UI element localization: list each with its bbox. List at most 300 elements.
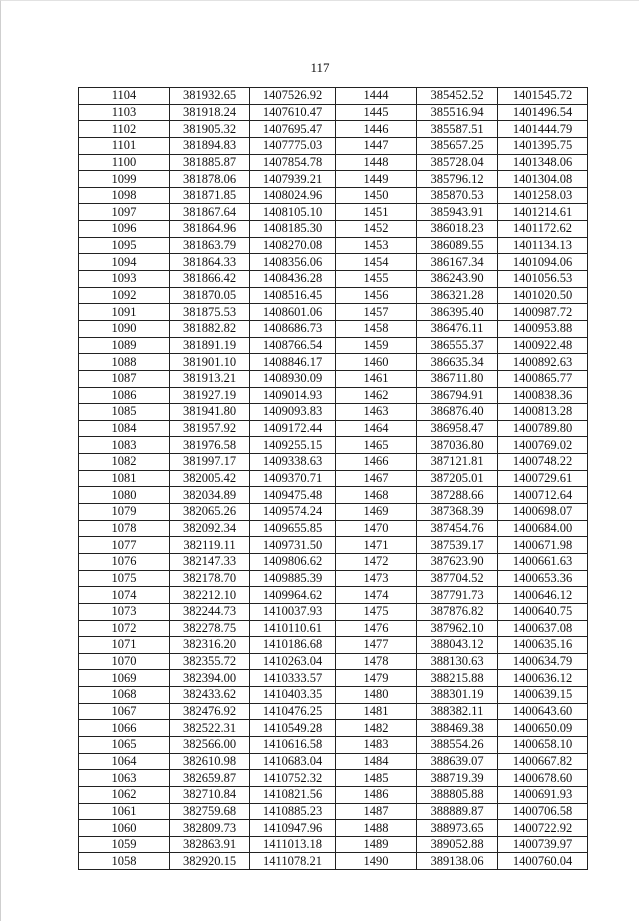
y-coordinate-left: 1408105.10 [250, 204, 336, 221]
coordinates-table [78, 87, 588, 870]
y-coordinate-right: 1401258.03 [498, 187, 588, 204]
y-coordinate-left: 1407610.47 [250, 104, 336, 121]
y-coordinate-right: 1401496.54 [498, 104, 588, 121]
x-coordinate-left: 381891.19 [170, 337, 250, 354]
y-coordinate-right: 1400640.75 [498, 603, 588, 620]
y-coordinate-right: 1401094.06 [498, 254, 588, 271]
y-coordinate-right: 1400653.36 [498, 570, 588, 587]
table-row [79, 88, 588, 105]
point-number-left: 1068 [79, 687, 170, 704]
x-coordinate-right: 385587.51 [417, 121, 498, 138]
y-coordinate-right: 1400760.04 [498, 853, 588, 870]
point-number-left: 1087 [79, 370, 170, 387]
y-coordinate-left: 1407695.47 [250, 121, 336, 138]
point-number-right: 1471 [336, 537, 417, 554]
y-coordinate-right: 1400636.12 [498, 670, 588, 687]
coordinates-table-body [79, 88, 588, 870]
point-number-right: 1460 [336, 354, 417, 371]
table-row [79, 853, 588, 870]
table-row [79, 437, 588, 454]
y-coordinate-right: 1400646.12 [498, 587, 588, 604]
x-coordinate-right: 386243.90 [417, 271, 498, 288]
point-number-right: 1451 [336, 204, 417, 221]
point-number-right: 1477 [336, 637, 417, 654]
point-number-left: 1067 [79, 703, 170, 720]
y-coordinate-left: 1409964.62 [250, 587, 336, 604]
y-coordinate-left: 1407526.92 [250, 88, 336, 105]
y-coordinate-left: 1410263.04 [250, 653, 336, 670]
x-coordinate-left: 382065.26 [170, 504, 250, 521]
y-coordinate-right: 1400706.58 [498, 803, 588, 820]
x-coordinate-right: 387791.73 [417, 587, 498, 604]
point-number-right: 1459 [336, 337, 417, 354]
x-coordinate-left: 382920.15 [170, 853, 250, 870]
y-coordinate-right: 1401395.75 [498, 137, 588, 154]
x-coordinate-right: 387036.80 [417, 437, 498, 454]
y-coordinate-right: 1400639.15 [498, 687, 588, 704]
y-coordinate-left: 1410110.61 [250, 620, 336, 637]
x-coordinate-left: 381927.19 [170, 387, 250, 404]
table-row [79, 187, 588, 204]
x-coordinate-right: 385452.52 [417, 88, 498, 105]
point-number-right: 1479 [336, 670, 417, 687]
table-row [79, 104, 588, 121]
point-number-right: 1472 [336, 553, 417, 570]
x-coordinate-right: 386018.23 [417, 221, 498, 238]
x-coordinate-left: 382178.70 [170, 570, 250, 587]
y-coordinate-right: 1400667.82 [498, 753, 588, 770]
point-number-left: 1099 [79, 171, 170, 188]
y-coordinate-left: 1408024.96 [250, 187, 336, 204]
x-coordinate-left: 381871.85 [170, 187, 250, 204]
y-coordinate-right: 1401020.50 [498, 287, 588, 304]
point-number-right: 1486 [336, 786, 417, 803]
x-coordinate-right: 386958.47 [417, 420, 498, 437]
y-coordinate-left: 1409172.44 [250, 420, 336, 437]
x-coordinate-right: 388889.87 [417, 803, 498, 820]
x-coordinate-left: 381864.96 [170, 221, 250, 238]
y-coordinate-left: 1411078.21 [250, 853, 336, 870]
point-number-left: 1070 [79, 653, 170, 670]
point-number-left: 1072 [79, 620, 170, 637]
x-coordinate-left: 382759.68 [170, 803, 250, 820]
table-row [79, 137, 588, 154]
point-number-right: 1470 [336, 520, 417, 537]
x-coordinate-left: 382119.11 [170, 537, 250, 554]
table-row [79, 504, 588, 521]
point-number-left: 1102 [79, 121, 170, 138]
table-row [79, 271, 588, 288]
x-coordinate-left: 381941.80 [170, 404, 250, 421]
x-coordinate-left: 381957.92 [170, 420, 250, 437]
x-coordinate-right: 386395.40 [417, 304, 498, 321]
table-row [79, 570, 588, 587]
table-row [79, 320, 588, 337]
point-number-left: 1061 [79, 803, 170, 820]
y-coordinate-right: 1400637.08 [498, 620, 588, 637]
point-number-left: 1085 [79, 404, 170, 421]
x-coordinate-right: 388215.88 [417, 670, 498, 687]
y-coordinate-left: 1408930.09 [250, 370, 336, 387]
x-coordinate-right: 387623.90 [417, 553, 498, 570]
y-coordinate-right: 1400712.64 [498, 487, 588, 504]
point-number-left: 1065 [79, 736, 170, 753]
x-coordinate-right: 387205.01 [417, 470, 498, 487]
point-number-right: 1462 [336, 387, 417, 404]
table-row [79, 637, 588, 654]
table-row [79, 553, 588, 570]
point-number-left: 1092 [79, 287, 170, 304]
table-row [79, 653, 588, 670]
x-coordinate-right: 387876.82 [417, 603, 498, 620]
point-number-right: 1444 [336, 88, 417, 105]
y-coordinate-right: 1400789.80 [498, 420, 588, 437]
x-coordinate-right: 385728.04 [417, 154, 498, 171]
x-coordinate-left: 382147.33 [170, 553, 250, 570]
point-number-right: 1467 [336, 470, 417, 487]
point-number-left: 1064 [79, 753, 170, 770]
point-number-right: 1481 [336, 703, 417, 720]
point-number-left: 1084 [79, 420, 170, 437]
y-coordinate-right: 1400953.88 [498, 320, 588, 337]
y-coordinate-right: 1401304.08 [498, 171, 588, 188]
point-number-right: 1455 [336, 271, 417, 288]
x-coordinate-right: 385657.25 [417, 137, 498, 154]
point-number-left: 1062 [79, 786, 170, 803]
point-number-left: 1089 [79, 337, 170, 354]
y-coordinate-left: 1410549.28 [250, 720, 336, 737]
y-coordinate-right: 1400643.60 [498, 703, 588, 720]
y-coordinate-right: 1400892.63 [498, 354, 588, 371]
y-coordinate-right: 1401172.62 [498, 221, 588, 238]
point-number-right: 1468 [336, 487, 417, 504]
table-row [79, 204, 588, 221]
table-row [79, 620, 588, 637]
table-row [79, 470, 588, 487]
x-coordinate-left: 382659.87 [170, 770, 250, 787]
table-row [79, 836, 588, 853]
y-coordinate-left: 1408686.73 [250, 320, 336, 337]
y-coordinate-left: 1408185.30 [250, 221, 336, 238]
point-number-left: 1083 [79, 437, 170, 454]
x-coordinate-right: 388382.11 [417, 703, 498, 720]
point-number-right: 1476 [336, 620, 417, 637]
x-coordinate-right: 387121.81 [417, 454, 498, 471]
x-coordinate-left: 382610.98 [170, 753, 250, 770]
x-coordinate-left: 382212.10 [170, 587, 250, 604]
y-coordinate-left: 1410037.93 [250, 603, 336, 620]
point-number-right: 1453 [336, 237, 417, 254]
point-number-left: 1077 [79, 537, 170, 554]
x-coordinate-right: 386089.55 [417, 237, 498, 254]
x-coordinate-left: 382863.91 [170, 836, 250, 853]
y-coordinate-right: 1400698.07 [498, 504, 588, 521]
table-row [79, 237, 588, 254]
y-coordinate-right: 1400678.60 [498, 770, 588, 787]
table-row [79, 703, 588, 720]
point-number-right: 1449 [336, 171, 417, 188]
y-coordinate-left: 1408270.08 [250, 237, 336, 254]
table-row [79, 337, 588, 354]
point-number-left: 1081 [79, 470, 170, 487]
y-coordinate-left: 1409370.71 [250, 470, 336, 487]
table-row [79, 753, 588, 770]
y-coordinate-right: 1401348.06 [498, 154, 588, 171]
point-number-left: 1088 [79, 354, 170, 371]
table-row [79, 420, 588, 437]
point-number-left: 1097 [79, 204, 170, 221]
y-coordinate-right: 1400658.10 [498, 736, 588, 753]
point-number-right: 1484 [336, 753, 417, 770]
point-number-left: 1091 [79, 304, 170, 321]
x-coordinate-left: 382034.89 [170, 487, 250, 504]
x-coordinate-right: 385516.94 [417, 104, 498, 121]
point-number-right: 1458 [336, 320, 417, 337]
point-number-left: 1100 [79, 154, 170, 171]
table-row [79, 221, 588, 238]
x-coordinate-left: 382092.34 [170, 520, 250, 537]
point-number-right: 1482 [336, 720, 417, 737]
table-row [79, 254, 588, 271]
y-coordinate-right: 1401444.79 [498, 121, 588, 138]
table-row [79, 354, 588, 371]
y-coordinate-right: 1400650.09 [498, 720, 588, 737]
table-row [79, 454, 588, 471]
x-coordinate-right: 386794.91 [417, 387, 498, 404]
point-number-right: 1488 [336, 820, 417, 837]
point-number-left: 1090 [79, 320, 170, 337]
y-coordinate-right: 1400691.93 [498, 786, 588, 803]
x-coordinate-right: 388639.07 [417, 753, 498, 770]
x-coordinate-left: 382809.73 [170, 820, 250, 837]
point-number-right: 1487 [336, 803, 417, 820]
y-coordinate-left: 1408356.06 [250, 254, 336, 271]
table-row [79, 171, 588, 188]
point-number-left: 1069 [79, 670, 170, 687]
y-coordinate-left: 1410683.04 [250, 753, 336, 770]
table-row [79, 736, 588, 753]
y-coordinate-right: 1400684.00 [498, 520, 588, 537]
y-coordinate-left: 1410186.68 [250, 637, 336, 654]
x-coordinate-right: 387962.10 [417, 620, 498, 637]
point-number-left: 1098 [79, 187, 170, 204]
y-coordinate-left: 1410333.57 [250, 670, 336, 687]
y-coordinate-left: 1407939.21 [250, 171, 336, 188]
y-coordinate-left: 1410947.96 [250, 820, 336, 837]
x-coordinate-left: 381913.21 [170, 370, 250, 387]
y-coordinate-left: 1408436.28 [250, 271, 336, 288]
x-coordinate-left: 381866.42 [170, 271, 250, 288]
point-number-left: 1086 [79, 387, 170, 404]
point-number-right: 1463 [336, 404, 417, 421]
x-coordinate-left: 381878.06 [170, 171, 250, 188]
y-coordinate-right: 1400748.22 [498, 454, 588, 471]
y-coordinate-left: 1409731.50 [250, 537, 336, 554]
x-coordinate-right: 388301.19 [417, 687, 498, 704]
y-coordinate-left: 1409093.83 [250, 404, 336, 421]
x-coordinate-left: 381905.32 [170, 121, 250, 138]
point-number-left: 1093 [79, 271, 170, 288]
y-coordinate-left: 1410616.58 [250, 736, 336, 753]
x-coordinate-left: 381867.64 [170, 204, 250, 221]
y-coordinate-left: 1408766.54 [250, 337, 336, 354]
table-row [79, 387, 588, 404]
y-coordinate-left: 1408846.17 [250, 354, 336, 371]
point-number-right: 1483 [336, 736, 417, 753]
point-number-right: 1450 [336, 187, 417, 204]
point-number-right: 1454 [336, 254, 417, 271]
point-number-left: 1075 [79, 570, 170, 587]
x-coordinate-right: 388805.88 [417, 786, 498, 803]
x-coordinate-left: 381864.33 [170, 254, 250, 271]
point-number-right: 1445 [336, 104, 417, 121]
point-number-left: 1104 [79, 88, 170, 105]
x-coordinate-right: 385870.53 [417, 187, 498, 204]
table-row [79, 537, 588, 554]
y-coordinate-left: 1407775.03 [250, 137, 336, 154]
y-coordinate-right: 1400865.77 [498, 370, 588, 387]
table-row [79, 154, 588, 171]
y-coordinate-right: 1400987.72 [498, 304, 588, 321]
x-coordinate-left: 382522.31 [170, 720, 250, 737]
y-coordinate-left: 1409475.48 [250, 487, 336, 504]
y-coordinate-right: 1401056.53 [498, 271, 588, 288]
y-coordinate-left: 1410885.23 [250, 803, 336, 820]
table-row [79, 304, 588, 321]
x-coordinate-left: 382710.84 [170, 786, 250, 803]
y-coordinate-left: 1407854.78 [250, 154, 336, 171]
point-number-left: 1080 [79, 487, 170, 504]
point-number-left: 1066 [79, 720, 170, 737]
x-coordinate-left: 381918.24 [170, 104, 250, 121]
point-number-right: 1466 [336, 454, 417, 471]
x-coordinate-right: 388043.12 [417, 637, 498, 654]
table-row [79, 487, 588, 504]
x-coordinate-right: 385796.12 [417, 171, 498, 188]
point-number-left: 1060 [79, 820, 170, 837]
x-coordinate-right: 386167.34 [417, 254, 498, 271]
x-coordinate-right: 386711.80 [417, 370, 498, 387]
y-coordinate-right: 1400813.28 [498, 404, 588, 421]
point-number-left: 1079 [79, 504, 170, 521]
y-coordinate-left: 1410403.35 [250, 687, 336, 704]
x-coordinate-right: 388469.38 [417, 720, 498, 737]
point-number-right: 1457 [336, 304, 417, 321]
x-coordinate-left: 382476.92 [170, 703, 250, 720]
x-coordinate-right: 388554.26 [417, 736, 498, 753]
point-number-right: 1452 [336, 221, 417, 238]
point-number-left: 1096 [79, 221, 170, 238]
table-row [79, 820, 588, 837]
point-number-right: 1485 [336, 770, 417, 787]
y-coordinate-left: 1410476.25 [250, 703, 336, 720]
y-coordinate-right: 1400922.48 [498, 337, 588, 354]
y-coordinate-right: 1401214.61 [498, 204, 588, 221]
point-number-right: 1456 [336, 287, 417, 304]
y-coordinate-right: 1400661.63 [498, 553, 588, 570]
y-coordinate-left: 1409014.93 [250, 387, 336, 404]
y-coordinate-left: 1408601.06 [250, 304, 336, 321]
y-coordinate-right: 1400838.36 [498, 387, 588, 404]
x-coordinate-right: 389138.06 [417, 853, 498, 870]
x-coordinate-right: 387704.52 [417, 570, 498, 587]
table-row [79, 670, 588, 687]
point-number-left: 1082 [79, 454, 170, 471]
point-number-right: 1448 [336, 154, 417, 171]
point-number-right: 1480 [336, 687, 417, 704]
table-row [79, 370, 588, 387]
x-coordinate-right: 386555.37 [417, 337, 498, 354]
y-coordinate-left: 1411013.18 [250, 836, 336, 853]
x-coordinate-left: 381894.83 [170, 137, 250, 154]
table-row [79, 404, 588, 421]
x-coordinate-left: 381882.82 [170, 320, 250, 337]
table-row [79, 287, 588, 304]
y-coordinate-left: 1409255.15 [250, 437, 336, 454]
point-number-right: 1490 [336, 853, 417, 870]
y-coordinate-left: 1409655.85 [250, 520, 336, 537]
y-coordinate-left: 1409338.63 [250, 454, 336, 471]
x-coordinate-right: 389052.88 [417, 836, 498, 853]
point-number-right: 1473 [336, 570, 417, 587]
x-coordinate-left: 382278.75 [170, 620, 250, 637]
point-number-left: 1095 [79, 237, 170, 254]
table-row [79, 587, 588, 604]
table-row [79, 121, 588, 138]
x-coordinate-left: 381863.79 [170, 237, 250, 254]
y-coordinate-right: 1400739.97 [498, 836, 588, 853]
x-coordinate-right: 387288.66 [417, 487, 498, 504]
point-number-left: 1074 [79, 587, 170, 604]
point-number-right: 1478 [336, 653, 417, 670]
point-number-left: 1063 [79, 770, 170, 787]
x-coordinate-left: 381997.17 [170, 454, 250, 471]
point-number-left: 1076 [79, 553, 170, 570]
x-coordinate-left: 382566.00 [170, 736, 250, 753]
x-coordinate-right: 388973.65 [417, 820, 498, 837]
x-coordinate-right: 386321.28 [417, 287, 498, 304]
y-coordinate-right: 1400769.02 [498, 437, 588, 454]
x-coordinate-left: 381885.87 [170, 154, 250, 171]
x-coordinate-right: 387539.17 [417, 537, 498, 554]
x-coordinate-right: 386476.11 [417, 320, 498, 337]
x-coordinate-right: 388719.39 [417, 770, 498, 787]
point-number-left: 1078 [79, 520, 170, 537]
x-coordinate-left: 382394.00 [170, 670, 250, 687]
y-coordinate-left: 1409574.24 [250, 504, 336, 521]
x-coordinate-right: 388130.63 [417, 653, 498, 670]
y-coordinate-right: 1400722.92 [498, 820, 588, 837]
point-number-left: 1059 [79, 836, 170, 853]
x-coordinate-right: 385943.91 [417, 204, 498, 221]
page-number: 117 [310, 60, 330, 75]
point-number-right: 1447 [336, 137, 417, 154]
table-row [79, 603, 588, 620]
table-row [79, 720, 588, 737]
y-coordinate-right: 1400635.16 [498, 637, 588, 654]
x-coordinate-left: 381976.58 [170, 437, 250, 454]
y-coordinate-right: 1400671.98 [498, 537, 588, 554]
y-coordinate-right: 1400729.61 [498, 470, 588, 487]
y-coordinate-left: 1409806.62 [250, 553, 336, 570]
x-coordinate-left: 382005.42 [170, 470, 250, 487]
point-number-left: 1103 [79, 104, 170, 121]
point-number-right: 1475 [336, 603, 417, 620]
table-row [79, 770, 588, 787]
point-number-left: 1071 [79, 637, 170, 654]
table-row [79, 803, 588, 820]
point-number-right: 1474 [336, 587, 417, 604]
